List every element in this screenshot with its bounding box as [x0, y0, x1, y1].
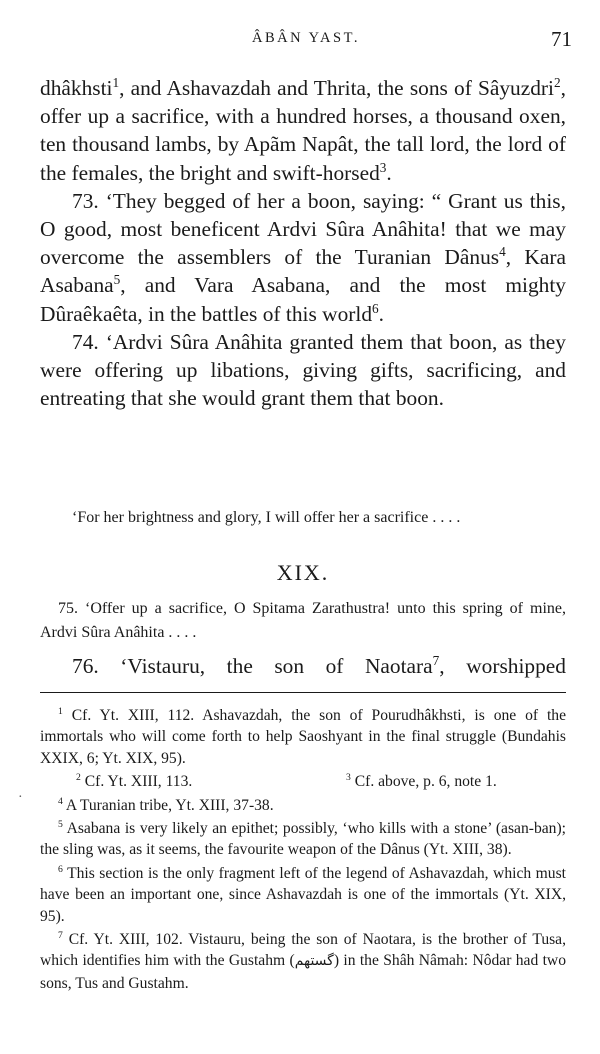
section-heading: XIX.: [276, 560, 330, 585]
footnote-4: $^4$ A Turanian tribe, Yt. XIII, 37-38.: [58, 795, 274, 814]
footnote-ref-2[interactable]: 2: [554, 74, 561, 90]
paragraph-75: 75. ‘Offer up a sacrifice, O Spitama Zarathustra! unto this spring of mine, Ardvi Sûra Anâhita . . . .: [40, 600, 566, 641]
paragraph-76: 76. ‘Vistauru, the son of Naotara$^7$, worshipped: [72, 652, 566, 678]
running-head: [40, 27, 572, 54]
footnote-3: $^3$ Cf. above, p. 6, note 1.: [346, 772, 497, 791]
footnote-2-3: [40, 771, 566, 792]
continuation-paragraph: dhâkhsti$^1$, and Ashavazdah and Thrita, the sons of Sâyuzdri$^2$, offer up a sacrifice, with a hundred horses, a thousand oxen, ten thousand lambs, by Apãm Napât, the tall lord, the lord of the females, the bright and swift-horsed$^3$.: [40, 74, 566, 185]
footnotes: [40, 705, 566, 996]
page-number: 71: [551, 27, 572, 51]
footnote-7: $^7$ Cf. Yt. XIII, 102. Vistauru, being the son of Naotara, is the brother of Tusa, which identifies him with the Gustahm (گستهم) in the Shâh Nâmah: Nôdar had two sons, Tus and Gustahm.: [40, 929, 567, 992]
footnote-ref-6[interactable]: 6: [372, 300, 379, 316]
footnote-ref-7[interactable]: 7: [432, 652, 440, 668]
footnote-2: $^2$ Cf. Yt. XIII, 113.: [76, 772, 193, 791]
running-title: ÂBÂN YAST.: [252, 30, 360, 46]
main-text: [40, 74, 566, 412]
footnote-1: $^1$ Cf. Yt. XIII, 112. Ashavazdah, the son of Pourudhâkhsti, is one of the immortals who will come forth to help Saoshyant in the final struggle (Bundahis XXIX, 6; Yt. XIX, 95).: [40, 705, 567, 767]
footnote-ref-5[interactable]: 5: [113, 272, 121, 288]
footnote-ref-3[interactable]: 3: [379, 159, 387, 175]
paragraph-74: 74. ‘Ardvi Sûra Anâhita granted them that boon, as they were offering up libations, giving gifts, sacrificing, and entreating that she would grant them that boon.: [40, 329, 566, 411]
footnote-6: $^6$ This section is the only fragment left of the legend of Ashavazdah, which must have been an important one, since Ashavazdah is one of the immortals (Yt. XIX, 95).: [40, 863, 566, 925]
footnote-rule: [40, 692, 566, 693]
paragraph-73: 73. ‘They begged of her a boon, saying: “ Grant us this, O good, most beneficent Ardvi Sûra Anâhita! that we may overcome the assemblers of the Turanian Dânus$^4$, Kara Asabana$^5$, and Vara Asabana, and the most mighty Dûraêkaêta, in the battles of this world$^6$.: [40, 188, 566, 326]
margin-speck: ·: [18, 790, 23, 805]
footnote-5: $^5$ Asabana is very likely an epithet; possibly, ‘who kills with a stone’ (asan-ban); the sling was, as it seems, the favourite weapon of the Dânus (Yt. XIII, 38).: [40, 818, 566, 859]
footnote-ref-1[interactable]: 1: [112, 74, 120, 90]
footnote-ref-4[interactable]: 4: [499, 244, 506, 260]
refrain-line: ‘For her brightness and glory, I will offer her a sacrifice . . . .: [72, 509, 461, 526]
persian-word: گستهم: [294, 953, 334, 970]
